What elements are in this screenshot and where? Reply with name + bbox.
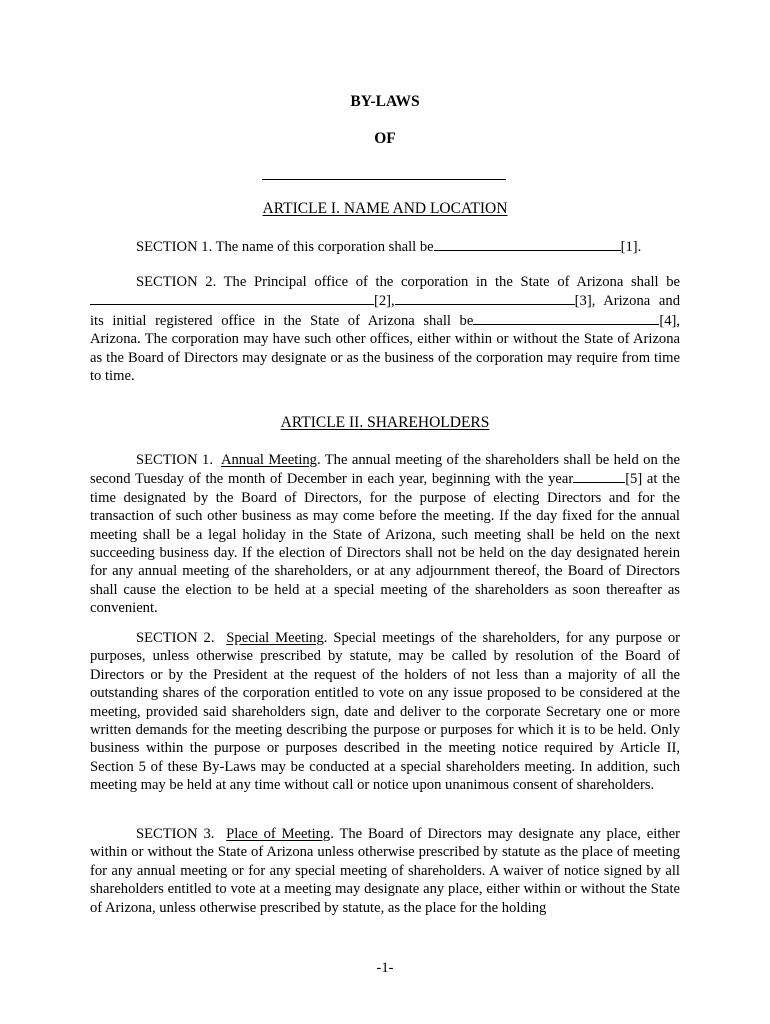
a1s2-ref4: [4], bbox=[659, 312, 680, 329]
document-of: OF bbox=[374, 130, 396, 147]
blank-3 bbox=[395, 291, 575, 305]
blank-4 bbox=[473, 311, 659, 325]
a2s3-title: Place of Meeting bbox=[226, 826, 331, 842]
article-1-section-2 bbox=[90, 273, 680, 385]
a2s1-text-a: . The annual meeting of the shareholders shall be held on the second Tuesday of the month of December in each year, beginning with the year bbox=[90, 452, 680, 488]
blank-2 bbox=[90, 291, 374, 305]
a1s2-ref3: [3], Arizona bbox=[574, 293, 651, 310]
document-title: BY-LAWS bbox=[350, 93, 420, 110]
a2s2-title: Special Meeting bbox=[226, 630, 324, 646]
a1s2-text-c: Arizona. The corporation may have such other offices, either within or without the State of Arizona as the Board of Directors may designate or as the business of the corporation may require from time to time. bbox=[90, 331, 680, 385]
blank-5 bbox=[573, 469, 625, 483]
a2s1-title: Annual Meeting bbox=[220, 452, 317, 468]
a2s2-text: . Special meetings of the shareholders, for any purpose or purposes, unless otherwise prescribed by statute, may be called by resolution of the Board of Directors or by the President at the request of the holders of not less than a majority of all the outstanding shares of the corporation entitled to vote on any issue proposed to be considered at the meeting, provided said shareholders sign, date and deliver to the corporate Secretary one or more written demands for the meeting describing the purpose or purposes for which it is to be held. Only business within the purpose or purposes described in the meeting notice required by Article II, Section 5 of these By-Laws may be conducted at a special shareholders meeting. In addition, such meeting may be held at any time without call or notice upon unanimous consent of shareholders. bbox=[90, 630, 681, 794]
article-2-heading: ARTICLE II. SHAREHOLDERS bbox=[280, 414, 490, 431]
page-number: -1- bbox=[376, 960, 394, 976]
a2s3-label: SECTION 3. bbox=[136, 826, 215, 842]
a2s3-text: . The Board of Directors may designate any place, either within or without the State of Arizona unless otherwise prescribed by statute as the place of meeting for any annual meeting or for any special meeting of shareholders. A waiver of notice signed by all shareholders entitled to vote at a meeting may designate any place, either within or without the State of Arizona, unless otherwise prescribed by statute, as the place for the holding bbox=[90, 826, 680, 916]
a1s1-ref: [1]. bbox=[620, 239, 642, 255]
article-2-section-2 bbox=[90, 629, 680, 795]
a1s2-text-a: SECTION 2. The Principal office of the corporation in the State of Arizona shall be bbox=[136, 274, 680, 290]
article-1-heading: ARTICLE I. NAME AND LOCATION bbox=[262, 200, 508, 217]
a2s2-label: SECTION 2. bbox=[136, 630, 215, 646]
article-2-section-1 bbox=[90, 451, 680, 618]
a1s2-ref2: [2], bbox=[374, 293, 395, 310]
a2s1-text-b: at the time designated by the Board of Directors, for the purpose of electing Directors and for the transaction of such other business as may come before the meeting. If the day fixed for the annual meeting shall be a legal holiday in the State of Arizona, such meeting shall be held on the next succeeding business day. If the election of Directors shall not be held on the day designated herein for any annual meeting of the shareholders, or at any adjournment thereof, the Board of Directors shall cause the election to be held at a special meeting of the shareholders as soon thereafter as convenient. bbox=[90, 471, 680, 617]
a1s1-text: SECTION 1. The name of this corporation shall be bbox=[136, 239, 434, 255]
article-1-section-1 bbox=[90, 237, 680, 256]
article-2-section-3 bbox=[90, 825, 680, 917]
a2s1-ref5: [5] bbox=[625, 471, 643, 488]
a2s1-label: SECTION 1. bbox=[136, 452, 213, 468]
blank-1 bbox=[434, 237, 621, 251]
corporation-name-blank bbox=[262, 179, 506, 180]
a1s2-text-b: and its initial registered office in the State of Arizona shall be bbox=[90, 293, 680, 329]
